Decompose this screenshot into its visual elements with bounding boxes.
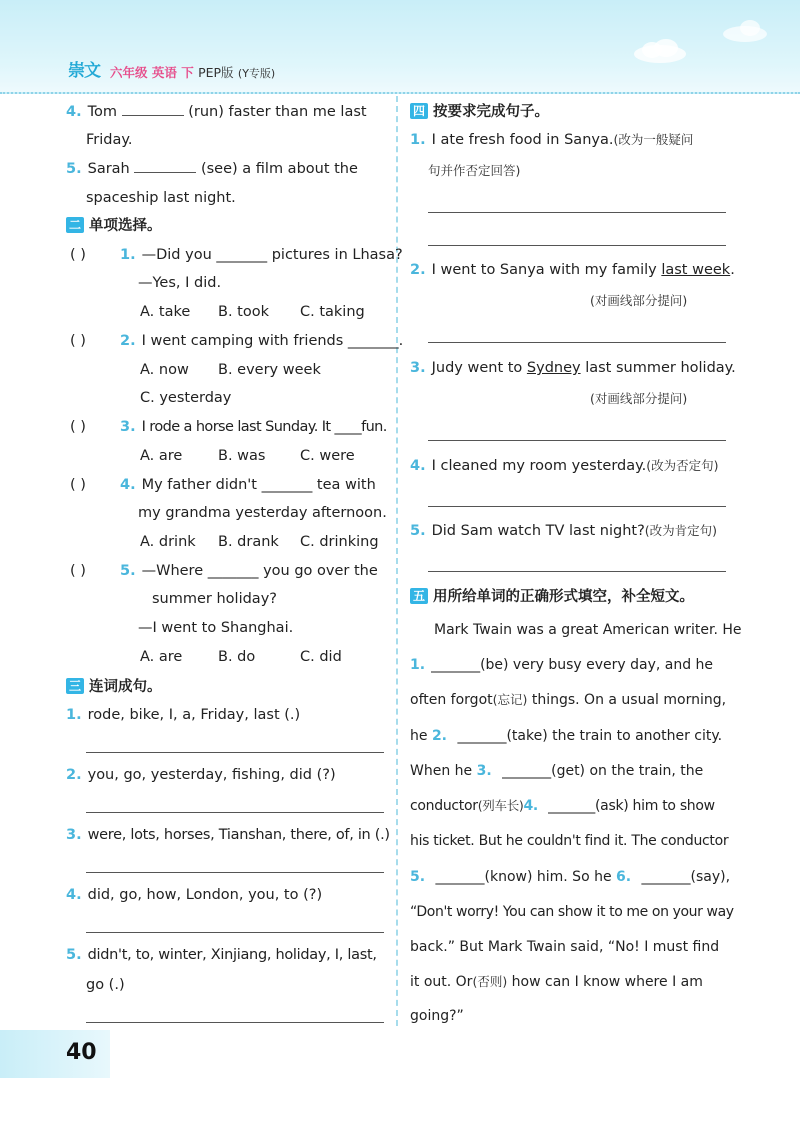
section-title: 用所给单词的正确形式填空，补全短文。 bbox=[433, 589, 694, 605]
option-a: A. are bbox=[140, 649, 183, 665]
question-text: —Did you _______ pictures in Lhasa? bbox=[141, 247, 403, 263]
question-text: were, lots, horses, Tianshan, there, of, in (.) bbox=[87, 827, 390, 843]
passage-text: _______(know) him. So he bbox=[431, 869, 617, 885]
book-title bbox=[110, 63, 275, 81]
passage-text: he bbox=[410, 728, 432, 744]
instruction-text: (对画线部分提问) bbox=[590, 293, 688, 308]
question-text: Did Sam watch TV last night? bbox=[431, 523, 645, 539]
option-c: C. drinking bbox=[300, 534, 379, 550]
passage-line: “Don't worry! You can show it to me on your way bbox=[410, 904, 734, 920]
question-number: 4. bbox=[66, 104, 82, 120]
answer-bracket[interactable]: ( ) bbox=[70, 419, 86, 435]
section-3-heading bbox=[66, 677, 162, 697]
question-text: Tom bbox=[87, 104, 117, 120]
instruction-text: (改为否定句) bbox=[646, 458, 719, 473]
blank-number: 5. bbox=[410, 869, 426, 885]
instruction-text: (改为肯定句) bbox=[644, 523, 718, 538]
question-text: Judy went to bbox=[431, 360, 527, 376]
fill-question-5 bbox=[66, 159, 358, 179]
order-question-5 bbox=[66, 945, 377, 965]
order-question-3 bbox=[66, 825, 390, 845]
option-a: A. are bbox=[140, 448, 183, 464]
page-header bbox=[0, 0, 800, 94]
answer-bracket[interactable]: ( ) bbox=[70, 477, 86, 493]
question-text-cont: spaceship last night. bbox=[86, 190, 236, 206]
answer-line[interactable] bbox=[86, 872, 384, 873]
question-text: I rode a horse last Sunday. It ____fun. bbox=[141, 419, 387, 435]
mc-question-1 bbox=[120, 245, 403, 265]
passage-text: how can I know where I am bbox=[507, 974, 703, 990]
passage-line bbox=[410, 867, 730, 887]
section-badge: 二 bbox=[66, 217, 84, 233]
option-a: A. now bbox=[140, 362, 189, 378]
passage-text: often forgot bbox=[410, 692, 493, 708]
answer-line[interactable] bbox=[428, 440, 726, 441]
passage-line bbox=[410, 796, 715, 816]
question-number: 5. bbox=[66, 161, 82, 177]
instruction-text: (改为一般疑问 bbox=[613, 132, 694, 147]
question-text-cont: summer holiday? bbox=[152, 591, 277, 607]
answer-line[interactable] bbox=[428, 342, 726, 343]
rewrite-question-3 bbox=[410, 358, 736, 378]
option-c: C. taking bbox=[300, 304, 365, 320]
passage-line bbox=[410, 761, 703, 781]
passage-text: When he bbox=[410, 763, 477, 779]
rewrite-question-4 bbox=[410, 456, 719, 476]
question-number: 5. bbox=[66, 947, 82, 963]
section-title: 按要求完成句子。 bbox=[433, 104, 549, 120]
section-title: 单项选择。 bbox=[89, 218, 162, 234]
answer-blank[interactable] bbox=[122, 103, 184, 116]
passage-text: _______(ask) him to show bbox=[543, 798, 715, 814]
passage-text: it out. Or bbox=[410, 974, 473, 990]
blank-number: 4. bbox=[523, 798, 538, 814]
passage-text: _______(take) the train to another city. bbox=[453, 728, 723, 744]
mc-question-3 bbox=[120, 417, 387, 437]
question-text: . bbox=[730, 262, 735, 278]
question-text: I went to Sanya with my family bbox=[431, 262, 662, 278]
option-b: B. was bbox=[218, 448, 266, 464]
question-number: 2. bbox=[66, 767, 82, 783]
question-text: (run) faster than me last bbox=[188, 104, 367, 120]
question-number: 1. bbox=[120, 247, 136, 263]
blank-number: 6. bbox=[616, 869, 632, 885]
section-badge: 四 bbox=[410, 103, 428, 119]
fill-question-4 bbox=[66, 102, 367, 122]
passage-text: things. On a usual morning, bbox=[527, 692, 727, 708]
answer-line[interactable] bbox=[428, 571, 726, 572]
passage-line: back.” But Mark Twain said, “No! I must find bbox=[410, 939, 720, 955]
option-a: A. take bbox=[140, 304, 191, 320]
question-text-cont: go (.) bbox=[86, 977, 125, 993]
blank-number: 2. bbox=[431, 728, 447, 744]
mc-question-2 bbox=[120, 331, 403, 351]
answer-line[interactable] bbox=[86, 812, 384, 813]
answer-line[interactable] bbox=[86, 752, 384, 753]
order-question-4 bbox=[66, 885, 322, 905]
option-c: C. yesterday bbox=[140, 390, 232, 406]
passage-text: _______(get) on the train, the bbox=[497, 763, 704, 779]
rewrite-question-1 bbox=[410, 130, 693, 150]
book-sub-edition: (Y专版) bbox=[237, 67, 276, 80]
section-badge: 三 bbox=[66, 678, 84, 694]
instruction-text: (对画线部分提问) bbox=[590, 391, 688, 406]
question-text: I ate fresh food in Sanya. bbox=[431, 132, 614, 148]
question-text: did, go, how, London, you, to (?) bbox=[87, 887, 323, 903]
order-question-2 bbox=[66, 765, 336, 785]
question-text: last summer holiday. bbox=[580, 360, 736, 376]
page-number: 40 bbox=[66, 1040, 97, 1065]
answer-line[interactable] bbox=[86, 932, 384, 933]
question-text: (see) a film about the bbox=[200, 161, 358, 177]
question-text: Sarah bbox=[87, 161, 130, 177]
answer-bracket[interactable]: ( ) bbox=[70, 333, 86, 349]
question-number: 1. bbox=[410, 132, 426, 148]
option-b: B. drank bbox=[218, 534, 279, 550]
passage-line: going?” bbox=[410, 1008, 464, 1024]
option-b: B. every week bbox=[218, 362, 321, 378]
passage-text: conductor bbox=[410, 798, 478, 814]
question-number: 4. bbox=[120, 477, 136, 493]
answer-bracket[interactable]: ( ) bbox=[70, 247, 86, 263]
question-text-cont: —Yes, I did. bbox=[138, 275, 222, 291]
passage-line: Mark Twain was a great American writer. He bbox=[434, 622, 742, 638]
rewrite-question-5 bbox=[410, 521, 717, 541]
question-text: you, go, yesterday, fishing, did (?) bbox=[87, 767, 336, 783]
answer-bracket[interactable]: ( ) bbox=[70, 563, 86, 579]
question-number: 5. bbox=[120, 563, 136, 579]
section-badge: 五 bbox=[410, 588, 428, 604]
gloss-text: (否则) bbox=[472, 974, 508, 989]
answer-line[interactable] bbox=[428, 212, 726, 213]
option-c: C. did bbox=[300, 649, 342, 665]
passage-text: _______(be) very busy every day, and he bbox=[431, 657, 714, 673]
passage-line bbox=[410, 690, 726, 710]
column-divider bbox=[396, 96, 398, 1026]
cloud-icon bbox=[720, 18, 770, 44]
passage-line: his ticket. But he couldn't find it. The conductor bbox=[410, 833, 729, 849]
question-text: My father didn't _______ tea with bbox=[141, 477, 376, 493]
question-number: 1. bbox=[66, 707, 82, 723]
cloud-icon bbox=[630, 36, 690, 66]
publisher-logo: 崇文 bbox=[68, 61, 100, 81]
question-text: —Where _______ you go over the bbox=[141, 563, 378, 579]
question-text: I went camping with friends _______. bbox=[141, 333, 404, 349]
mc-question-4 bbox=[120, 475, 376, 495]
passage-line bbox=[410, 972, 703, 992]
answer-blank[interactable] bbox=[134, 160, 196, 173]
gloss-text: (忘记) bbox=[492, 692, 528, 707]
underlined-phrase: last week bbox=[661, 262, 731, 278]
question-number: 4. bbox=[410, 458, 426, 474]
question-number: 2. bbox=[410, 262, 426, 278]
option-c: C. were bbox=[300, 448, 355, 464]
question-text-cont: Friday. bbox=[86, 132, 133, 148]
option-b: B. do bbox=[218, 649, 256, 665]
option-a: A. drink bbox=[140, 534, 196, 550]
order-question-1 bbox=[66, 705, 300, 725]
section-title: 连词成句。 bbox=[89, 679, 162, 695]
question-number: 4. bbox=[66, 887, 82, 903]
answer-line[interactable] bbox=[428, 245, 726, 246]
blank-number: 3. bbox=[476, 763, 492, 779]
gloss-text: (列车长) bbox=[477, 798, 524, 813]
book-title-text: 六年级 英语 下 bbox=[110, 65, 194, 80]
question-number: 5. bbox=[410, 523, 426, 539]
question-number: 3. bbox=[66, 827, 82, 843]
passage-text: _______(say), bbox=[637, 869, 731, 885]
passage-line bbox=[410, 655, 713, 675]
book-edition: PEP版 bbox=[198, 65, 234, 80]
underlined-phrase: Sydney bbox=[526, 360, 581, 376]
instruction-text: 句并作否定回答) bbox=[428, 163, 521, 178]
question-number: 2. bbox=[120, 333, 136, 349]
question-text: didn't, to, winter, Xinjiang, holiday, I, last, bbox=[87, 947, 377, 963]
question-text: rode, bike, I, a, Friday, last (.) bbox=[87, 707, 301, 723]
option-b: B. took bbox=[218, 304, 269, 320]
rewrite-question-2 bbox=[410, 260, 735, 280]
blank-number: 1. bbox=[410, 657, 426, 673]
section-5-heading bbox=[410, 587, 694, 607]
question-text-cont: my grandma yesterday afternoon. bbox=[138, 505, 387, 521]
question-text-cont: —I went to Shanghai. bbox=[138, 620, 294, 636]
answer-line[interactable] bbox=[86, 1022, 384, 1023]
passage-line bbox=[410, 726, 722, 746]
question-number: 3. bbox=[410, 360, 426, 376]
section-2-heading bbox=[66, 216, 162, 236]
mc-question-5 bbox=[120, 561, 378, 581]
answer-line[interactable] bbox=[428, 506, 726, 507]
question-text: I cleaned my room yesterday. bbox=[431, 458, 647, 474]
section-4-heading bbox=[410, 102, 549, 122]
question-number: 3. bbox=[120, 419, 136, 435]
